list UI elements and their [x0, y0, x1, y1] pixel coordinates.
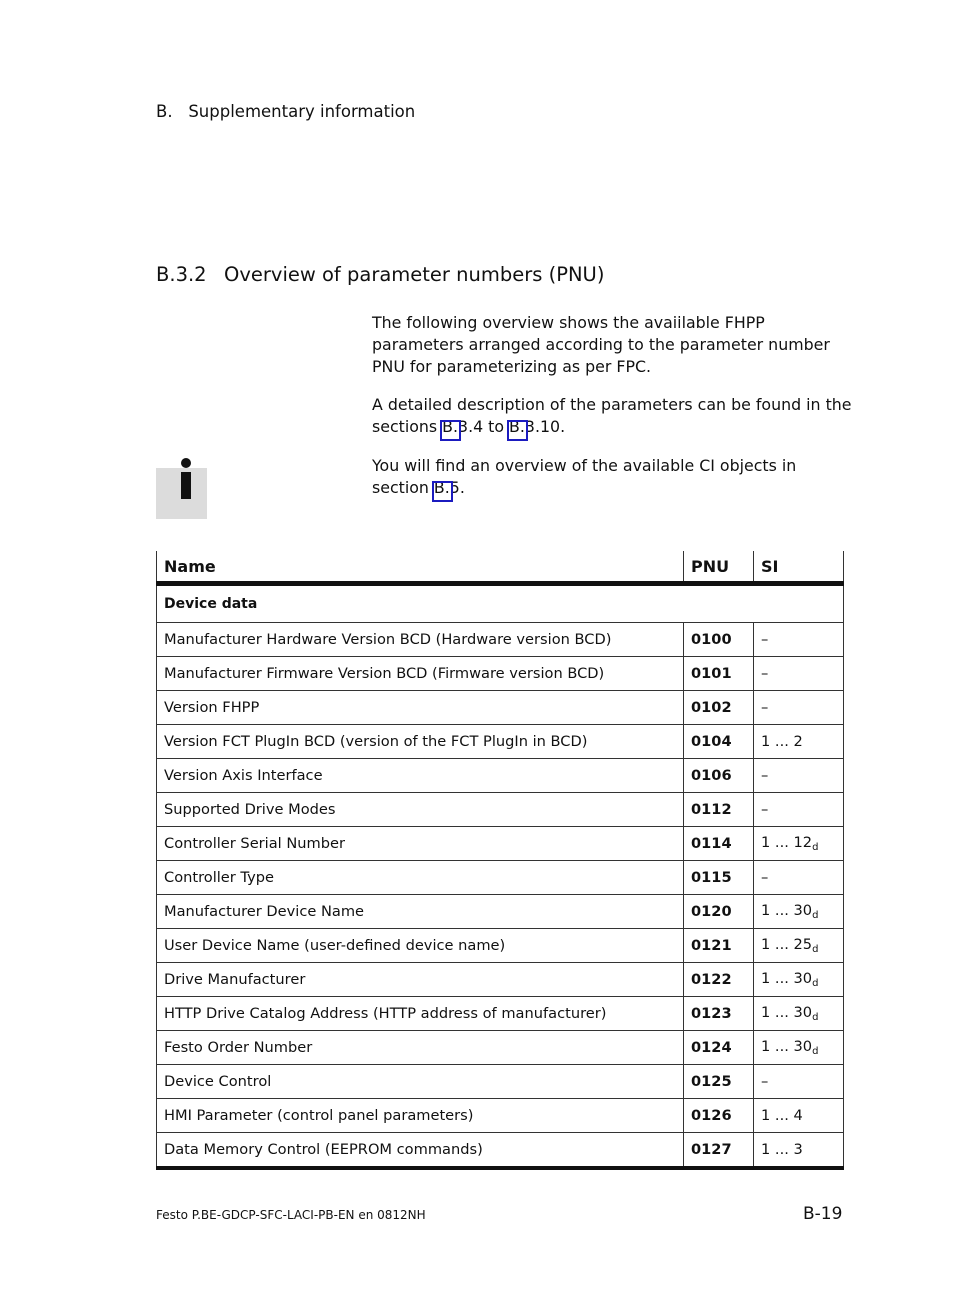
si-value: –	[761, 869, 769, 886]
table-row	[157, 895, 844, 929]
table-header-row	[157, 551, 844, 584]
section-number: B.3.2	[156, 263, 207, 286]
paragraph-text: to	[483, 417, 510, 436]
param-name: Manufacturer Hardware Version BCD (Hardware version BCD)	[157, 623, 684, 657]
section-heading	[156, 263, 604, 286]
param-pnu: 0126	[684, 1099, 754, 1133]
param-name: HTTP Drive Catalog Address (HTTP address of manufacturer)	[157, 997, 684, 1031]
table-row	[157, 1133, 844, 1169]
param-name: Controller Type	[157, 861, 684, 895]
paragraph-text: A detailed description of the parameters can be found in the sections	[372, 395, 852, 436]
link-b-3-4[interactable]	[442, 416, 483, 438]
link-b-3-10[interactable]	[509, 416, 560, 438]
group-label: Device data	[157, 584, 844, 623]
table-row	[157, 861, 844, 895]
si-value: –	[761, 1073, 769, 1090]
param-si	[754, 963, 844, 997]
column-header-name: Name	[157, 551, 684, 584]
param-pnu: 0104	[684, 725, 754, 759]
param-pnu: 0112	[684, 793, 754, 827]
paragraph-text: .	[560, 417, 566, 436]
table-row	[157, 827, 844, 861]
si-value: 1 ... 25	[761, 936, 813, 953]
table-row	[157, 793, 844, 827]
param-pnu: 0120	[684, 895, 754, 929]
param-name: Device Control	[157, 1065, 684, 1099]
param-si	[754, 1099, 844, 1133]
param-name: Controller Serial Number	[157, 827, 684, 861]
param-name: Manufacturer Device Name	[157, 895, 684, 929]
group-row	[157, 584, 844, 623]
param-pnu: 0127	[684, 1133, 754, 1169]
param-name: Manufacturer Firmware Version BCD (Firmware version BCD)	[157, 657, 684, 691]
column-header-si: SI	[754, 551, 844, 584]
si-subscript: d	[812, 944, 819, 955]
si-value: 1 ... 30	[761, 902, 813, 919]
table-row	[157, 963, 844, 997]
intro-paragraph: The following overview shows the avaiilable FHPP parameters arranged according to the parameter number PNU for parameterizing as per FPC.	[372, 313, 830, 376]
info-icon-stem	[181, 472, 191, 499]
param-pnu: 0122	[684, 963, 754, 997]
table-row	[157, 1099, 844, 1133]
param-name: User Device Name (user-defined device name)	[157, 929, 684, 963]
link-label: B.5	[433, 478, 460, 497]
param-si	[754, 1133, 844, 1169]
si-value: 1 ... 12	[761, 834, 813, 851]
si-subscript: d	[812, 842, 819, 853]
description-paragraph	[372, 394, 852, 438]
header-section: B.	[156, 102, 173, 121]
ci-objects-paragraph	[372, 455, 852, 499]
si-value: 1 ... 3	[761, 1141, 803, 1158]
param-name: Version FCT PlugIn BCD (version of the FCT PlugIn in BCD)	[157, 725, 684, 759]
param-si	[754, 861, 844, 895]
table-row	[157, 725, 844, 759]
param-name: Festo Order Number	[157, 1031, 684, 1065]
param-pnu: 0100	[684, 623, 754, 657]
param-pnu: 0115	[684, 861, 754, 895]
param-si	[754, 929, 844, 963]
param-pnu: 0114	[684, 827, 754, 861]
si-value: –	[761, 699, 769, 716]
si-subscript: d	[812, 910, 819, 921]
param-si	[754, 997, 844, 1031]
si-value: –	[761, 801, 769, 818]
param-name: Version FHPP	[157, 691, 684, 725]
param-pnu: 0106	[684, 759, 754, 793]
param-pnu: 0125	[684, 1065, 754, 1099]
column-header-pnu: PNU	[684, 551, 754, 584]
si-value: 1 ... 30	[761, 970, 813, 987]
table-row	[157, 759, 844, 793]
si-value: 1 ... 30	[761, 1004, 813, 1021]
param-name: HMI Parameter (control panel parameters)	[157, 1099, 684, 1133]
param-name: Data Memory Control (EEPROM commands)	[157, 1133, 684, 1169]
param-pnu: 0101	[684, 657, 754, 691]
param-pnu: 0123	[684, 997, 754, 1031]
link-b-5[interactable]	[434, 477, 460, 499]
param-si	[754, 623, 844, 657]
param-name: Version Axis Interface	[157, 759, 684, 793]
param-si	[754, 1065, 844, 1099]
link-label: B.3.10	[509, 417, 561, 436]
param-si	[754, 725, 844, 759]
si-subscript: d	[812, 978, 819, 989]
table-row	[157, 691, 844, 725]
link-box	[507, 420, 528, 441]
section-title: Overview of parameter numbers (PNU)	[224, 263, 605, 286]
header-title: Supplementary information	[188, 102, 416, 121]
table-row	[157, 657, 844, 691]
param-si	[754, 827, 844, 861]
param-si	[754, 895, 844, 929]
footer-document-id: Festo P.BE-GDCP-SFC-LACI-PB-EN en 0812NH	[156, 1208, 426, 1222]
table-row	[157, 997, 844, 1031]
param-si	[754, 1031, 844, 1065]
si-value: –	[761, 767, 769, 784]
link-label: B.3.4	[442, 417, 484, 436]
link-box	[432, 481, 453, 502]
param-si	[754, 691, 844, 725]
param-pnu: 0124	[684, 1031, 754, 1065]
si-value: –	[761, 665, 769, 682]
param-name: Drive Manufacturer	[157, 963, 684, 997]
paragraph-text: .	[459, 478, 465, 497]
link-box	[440, 420, 461, 441]
param-pnu: 0102	[684, 691, 754, 725]
param-name: Supported Drive Modes	[157, 793, 684, 827]
running-header	[156, 102, 415, 121]
si-value: 1 ... 2	[761, 733, 803, 750]
paragraph-text: You will find an overview of the available CI objects in section	[372, 456, 797, 497]
si-value: 1 ... 30	[761, 1038, 813, 1055]
param-si	[754, 657, 844, 691]
table-row	[157, 1031, 844, 1065]
table-row	[157, 929, 844, 963]
table-row	[157, 1065, 844, 1099]
si-value: 1 ... 4	[761, 1107, 803, 1124]
page-number: B-19	[803, 1204, 843, 1224]
param-si	[754, 759, 844, 793]
info-icon-dot	[181, 458, 191, 468]
param-si	[754, 793, 844, 827]
param-pnu: 0121	[684, 929, 754, 963]
parameter-table	[156, 551, 844, 1170]
si-subscript: d	[812, 1012, 819, 1023]
si-value: –	[761, 631, 769, 648]
table-row	[157, 623, 844, 657]
si-subscript: d	[812, 1046, 819, 1057]
